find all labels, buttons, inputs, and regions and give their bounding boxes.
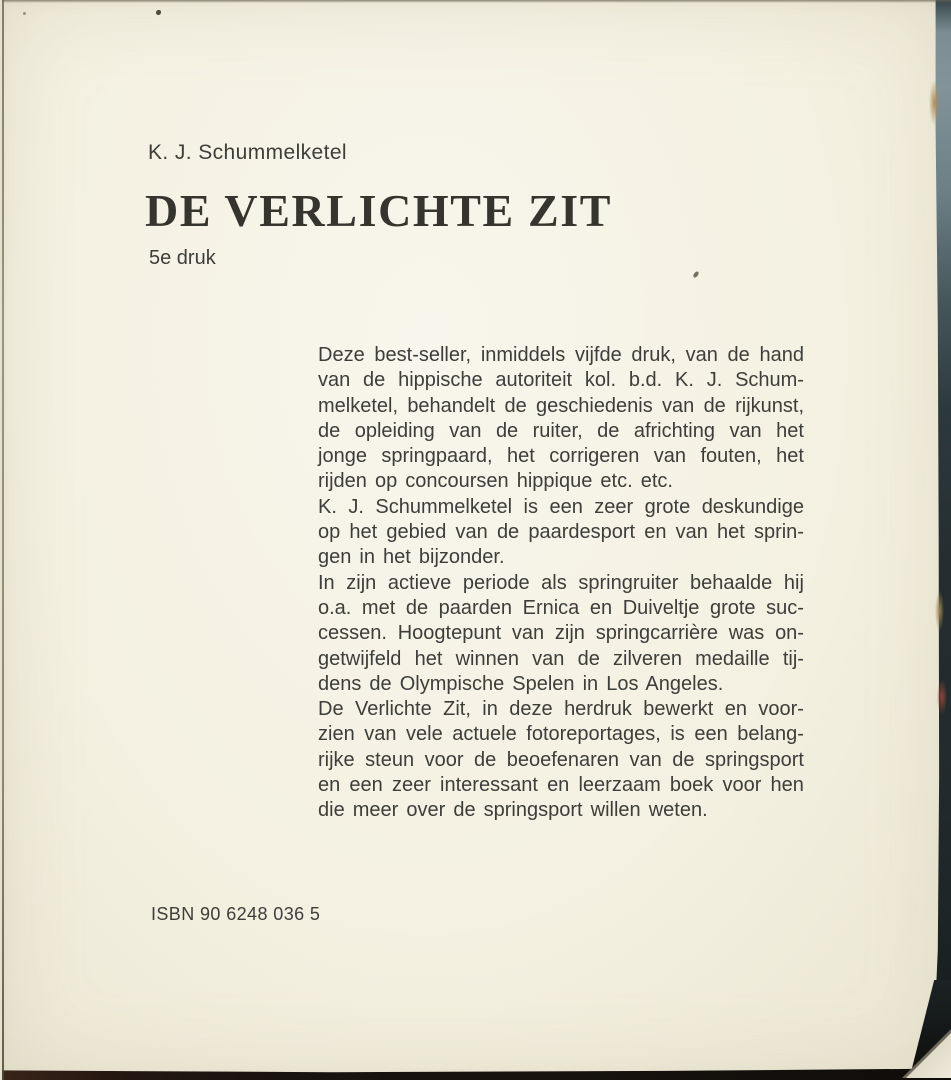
paper-speck	[156, 10, 161, 15]
book-page-edge-right	[929, 0, 951, 1080]
stain-red	[937, 680, 947, 714]
blurb-line: op het gebied van de paardesport en van het sprin-	[318, 521, 804, 544]
blurb-text	[318, 344, 804, 825]
scan-edge-top	[0, 0, 951, 3]
blurb-line: Deze best-seller, inmiddels vijfde druk, van de hand	[318, 344, 804, 366]
scan-edge-bottom	[0, 1067, 951, 1080]
blurb-line: die meer over de springsport willen weten.	[318, 799, 708, 822]
blurb-line: en een zeer interessant en leerzaam boek voor hen	[318, 774, 804, 797]
blurb-line: rijke steun voor de beoefenaren van de springsport	[318, 748, 804, 771]
blurb-line: De Verlichte Zit, in deze herdruk bewerkt en voor-	[318, 698, 804, 721]
blurb-line: In zijn actieve periode als springruiter behaalde hij	[318, 571, 804, 594]
blurb-line: getwijfeld het winnen van de zilveren medaille tij-	[318, 647, 804, 670]
blurb-line: dens de Olympische Spelen in Los Angeles.	[318, 672, 724, 695]
author-name: K. J. Schummelketel	[148, 141, 347, 164]
paper-speck	[692, 271, 699, 279]
stain-tan	[929, 80, 940, 126]
stain-tan	[935, 590, 944, 632]
blurb-line: van de hippische autoriteit kol. b.d. K. J. Schum-	[318, 369, 804, 392]
blurb-line: K. J. Schummelketel is een zeer grote deskundige	[318, 495, 804, 518]
blurb-line: rijden op concoursen hippique etc. etc.	[318, 470, 673, 493]
blurb-line: o.a. met de paarden Ernica en Duiveltje grote suc-	[318, 596, 804, 619]
edition-label: 5e druk	[149, 247, 216, 269]
blurb-line: cessen. Hoogtepunt van zijn springcarrière was on-	[318, 622, 804, 645]
paper-speck	[23, 12, 26, 15]
blurb-line: melketel, behandelt de geschiedenis van de rijkunst,	[318, 394, 804, 417]
scan-edge-left	[2, 0, 4, 1080]
blurb-line: zien van vele actuele fotoreportages, is een belang-	[318, 723, 804, 746]
blurb-line: gen in het bijzonder.	[318, 546, 505, 569]
blurb-line: jonge springpaard, het corrigeren van fouten, het	[318, 445, 804, 468]
book-title: DE VERLICHTE ZIT	[145, 185, 613, 236]
blurb-line: de opleiding van de ruiter, de africhting van het	[318, 419, 804, 442]
isbn-number: ISBN 90 6248 036 5	[151, 904, 321, 924]
